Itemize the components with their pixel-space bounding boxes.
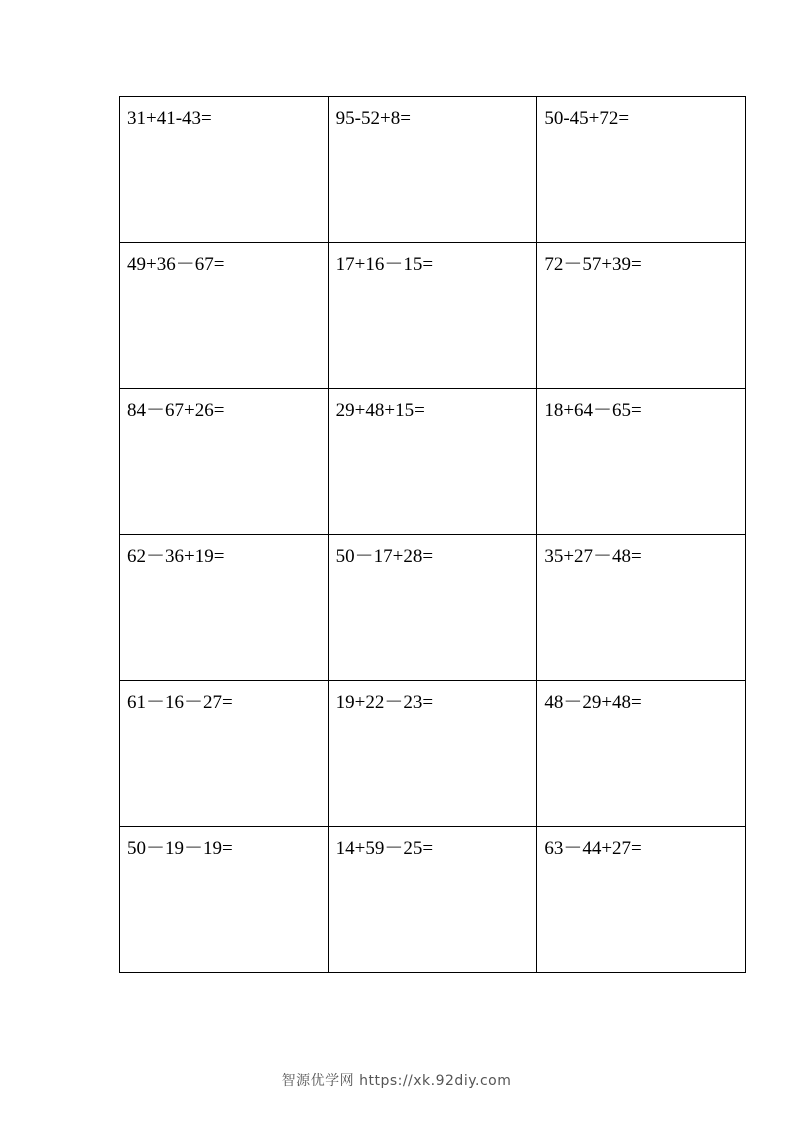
problem-cell[interactable]: [537, 681, 746, 827]
problem-text: 18+64－65=: [544, 400, 642, 421]
problem-cell[interactable]: [328, 389, 537, 535]
grid-row: [120, 827, 746, 973]
problem-text: 29+48+15=: [335, 400, 425, 421]
problem-cell[interactable]: [328, 681, 537, 827]
grid-row: [120, 97, 746, 243]
problem-grid-body: [120, 97, 746, 973]
problem-cell[interactable]: [328, 827, 537, 973]
problem-text: 61－16－27=: [127, 692, 233, 713]
grid-row: [120, 243, 746, 389]
problem-cell[interactable]: [537, 243, 746, 389]
grid-row: [120, 389, 746, 535]
problem-cell[interactable]: [120, 243, 329, 389]
problem-cell[interactable]: [537, 535, 746, 681]
problem-text: 14+59－25=: [335, 838, 434, 859]
problem-cell[interactable]: [537, 97, 746, 243]
problem-text: 50－17+28=: [335, 546, 434, 567]
problem-grid: [119, 96, 746, 973]
problem-text: 50－19－19=: [127, 838, 233, 859]
problem-text: 17+16－15=: [335, 254, 434, 275]
grid-row: [120, 535, 746, 681]
problem-cell[interactable]: [328, 535, 537, 681]
problem-cell[interactable]: [120, 827, 329, 973]
problem-cell[interactable]: [328, 97, 537, 243]
problem-text: 31+41-43=: [127, 108, 212, 129]
problem-cell[interactable]: [537, 389, 746, 535]
problem-text: 19+22－23=: [335, 692, 434, 713]
problem-cell[interactable]: [120, 535, 329, 681]
footer-watermark: 智源优学网 https://xk.92diy.com: [281, 1073, 512, 1089]
grid-row: [120, 681, 746, 827]
problem-cell[interactable]: [120, 389, 329, 535]
problem-cell[interactable]: [537, 827, 746, 973]
problem-text: 63－44+27=: [544, 838, 642, 859]
problem-text: 49+36－67=: [127, 254, 225, 275]
problem-text: 95-52+8=: [335, 108, 411, 129]
problem-text: 62－36+19=: [127, 546, 225, 567]
problem-text: 35+27－48=: [544, 546, 642, 567]
problem-cell[interactable]: [120, 97, 329, 243]
problem-text: 50-45+72=: [544, 108, 630, 129]
problem-text: 72－57+39=: [544, 254, 642, 275]
problem-cell[interactable]: [328, 243, 537, 389]
problem-text: 48－29+48=: [544, 692, 642, 713]
problem-text: 84－67+26=: [127, 400, 225, 421]
problem-cell[interactable]: [120, 681, 329, 827]
